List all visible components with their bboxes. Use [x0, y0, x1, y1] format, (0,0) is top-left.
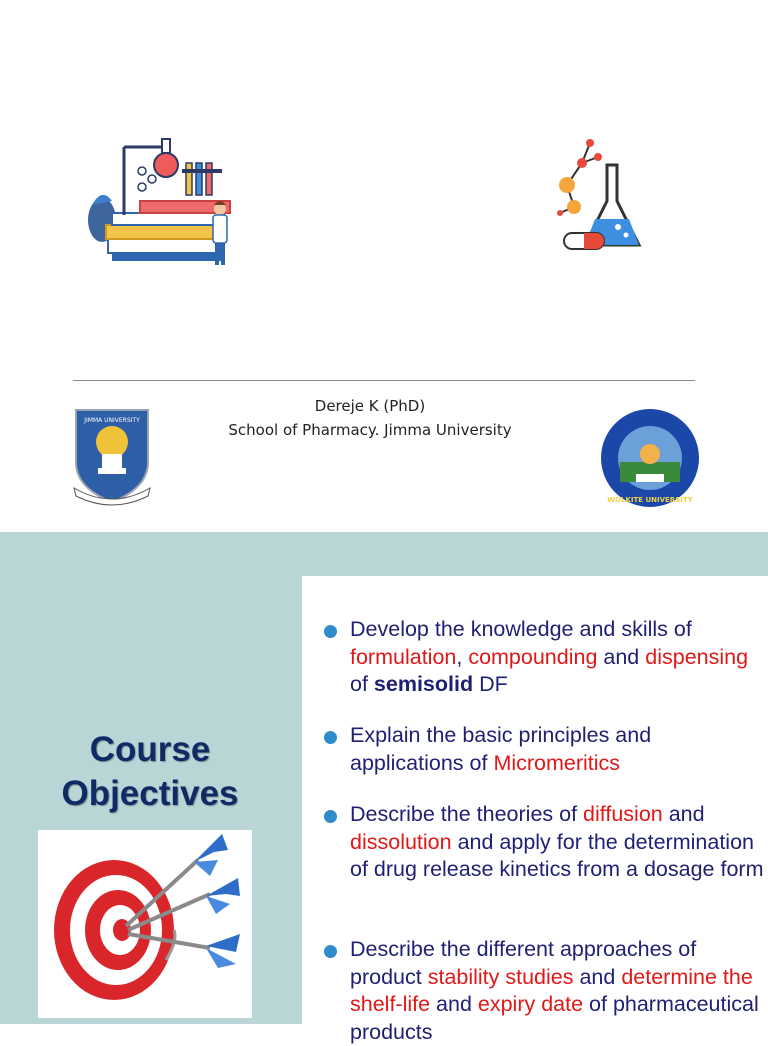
objective-text-part: and: [430, 992, 478, 1016]
author-affiliation: School of Pharmacy. Jimma University: [228, 421, 512, 439]
objective-text-part: diffusion: [583, 802, 663, 826]
svg-text:JIMMA UNIVERSITY: JIMMA UNIVERSITY: [84, 417, 140, 424]
bullet-dot-icon: [324, 945, 337, 958]
divider-line: [73, 380, 695, 381]
objective-text-part: formulation: [350, 644, 457, 669]
jimma-university-logo: [72, 408, 152, 510]
dartboard-with-darts-icon: [38, 830, 252, 1018]
objective-text-part: DF: [473, 672, 508, 696]
objective-text-part: determine the shelf-life: [350, 964, 753, 1016]
objective-text-part: stability studies: [427, 964, 574, 989]
target-picture: [38, 830, 252, 1018]
slide-title: [40, 728, 260, 816]
wolkite-university-logo: [600, 406, 700, 510]
svg-text:WOLKITE UNIVERSITY: WOLKITE UNIVERSITY: [607, 496, 693, 504]
flask-molecule-illustration: [552, 135, 647, 255]
objectives-panel: [302, 576, 768, 1044]
objective-text-part: Describe the theories of: [350, 802, 584, 826]
objective-text-part: and apply for the determination of drug release kinetics from a dosage form: [350, 829, 764, 881]
bullet-dot-icon: [324, 810, 337, 823]
objective-text-part: expiry date: [477, 992, 584, 1016]
objective-text-part: and: [597, 644, 646, 669]
objective-text-part: dissolution: [350, 829, 452, 854]
slide-title-line-2: Objectives: [61, 774, 239, 813]
bullet-dot-icon: [324, 625, 337, 638]
objective-text-part: of: [350, 672, 374, 696]
objective-text-part: Explain the basic principles and applications of: [350, 723, 652, 775]
objective-text: [324, 936, 764, 1046]
objective-text-part: Describe the different approaches of product: [350, 937, 697, 989]
objective-text-part: of pharmaceutical products: [350, 992, 759, 1044]
objective-text-part: semisolid: [373, 672, 474, 696]
objective-text: [324, 616, 764, 699]
objective-text-part: and: [662, 802, 705, 826]
objective-text: [324, 801, 764, 884]
objective-text-part: compounding: [468, 644, 598, 669]
lab-books-illustration: [82, 135, 247, 270]
objective-item: [324, 936, 764, 1046]
objective-text-part: Develop the knowledge and skills of: [350, 617, 692, 641]
objective-text-part: dispensing: [645, 644, 749, 669]
objective-item: [324, 801, 764, 884]
objective-item: [324, 616, 764, 699]
author-name: Dereje K (PhD): [314, 397, 426, 415]
author-block: [170, 394, 570, 442]
objective-item: [324, 722, 764, 777]
objective-text-part: and: [573, 964, 622, 989]
bullet-dot-icon: [324, 731, 337, 744]
slide-title-line-1: Course: [89, 730, 211, 769]
objective-text-part: ,: [456, 644, 469, 669]
objective-text: [324, 722, 764, 777]
objective-text-part: Micromeritics: [493, 750, 621, 775]
